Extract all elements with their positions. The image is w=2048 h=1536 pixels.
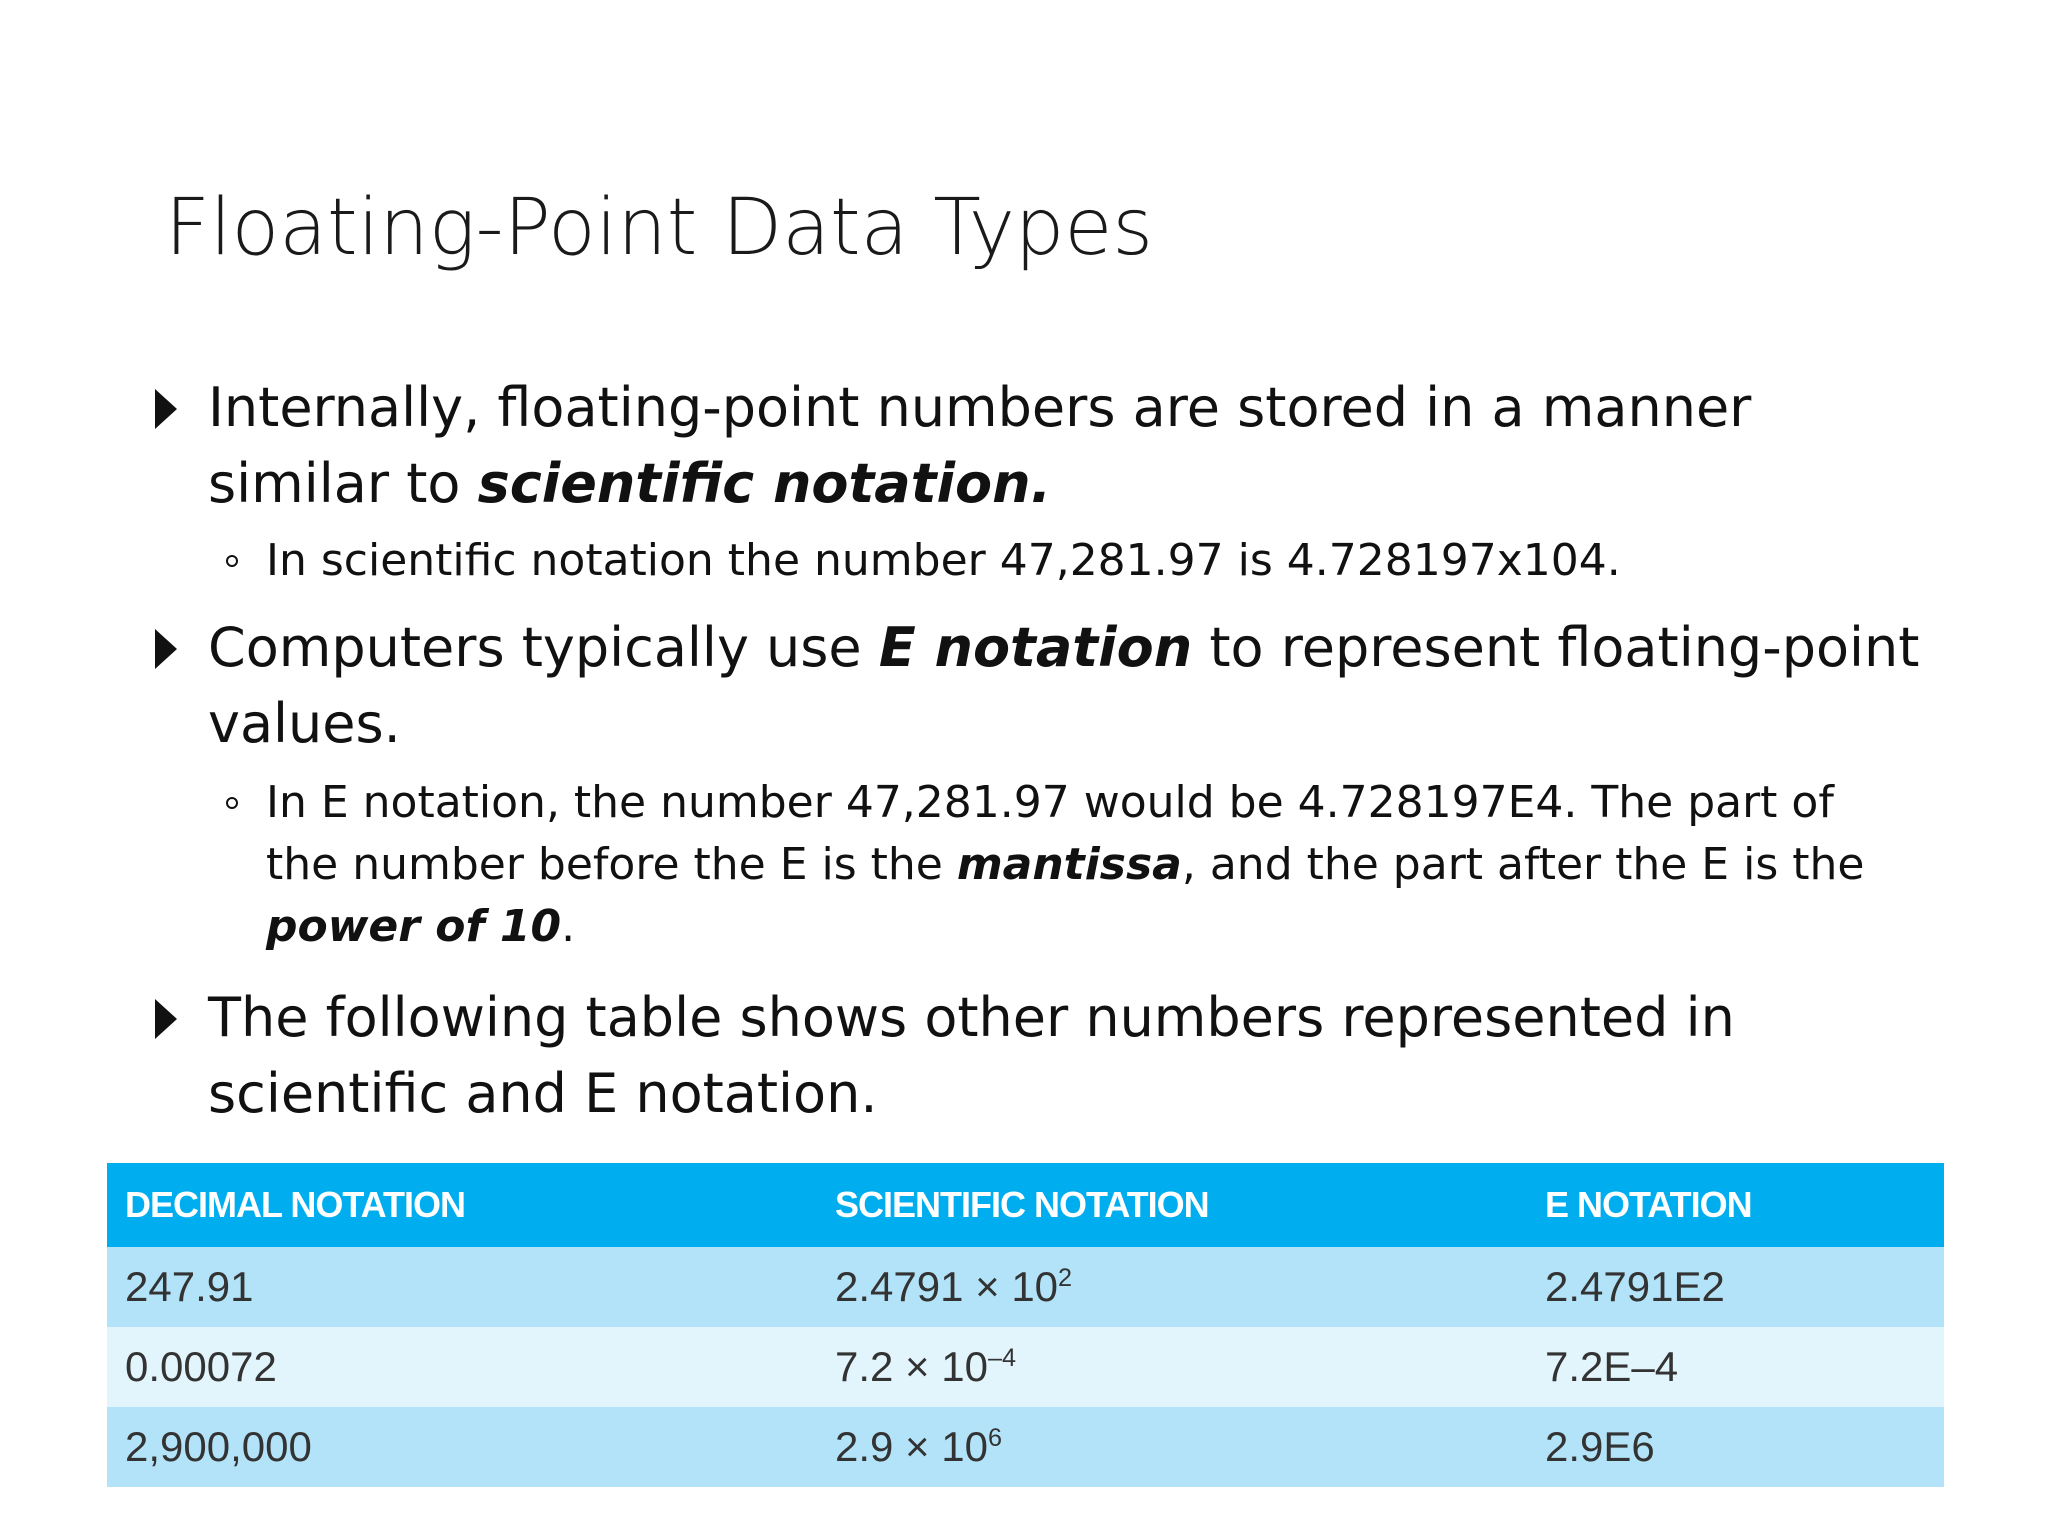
sub-bullet-circle-icon [226, 797, 238, 809]
table-row [107, 1407, 1944, 1487]
bullet-1-line-1 [208, 370, 1751, 446]
header-decimal-notation: DECIMAL NOTATION [107, 1163, 817, 1247]
sub-bullet-2-text-end: . [561, 901, 576, 952]
cell-scientific [817, 1407, 1527, 1487]
bullet-1-text: Internally, floating-point numbers are stored in a manner [208, 376, 1752, 439]
sub-bullet-2-text-pre: the number before the E is the [266, 839, 957, 890]
sci-exponent: 6 [987, 1424, 1002, 1452]
sub-bullet-2-line-2 [266, 834, 1864, 896]
emphasis-e-notation: E notation [878, 616, 1193, 679]
bullet-arrow-icon [155, 389, 177, 429]
cell-decimal: 0.00072 [107, 1327, 817, 1407]
bullet-1-line-2 [208, 446, 1051, 522]
notation-table [107, 1163, 1944, 1487]
emphasis-mantissa: mantissa [956, 839, 1182, 890]
cell-decimal: 247.91 [107, 1247, 817, 1327]
cell-e-notation: 2.9E6 [1527, 1407, 1944, 1487]
bullet-arrow-icon [155, 999, 177, 1039]
bullet-1-text-post: . [1030, 452, 1052, 515]
header-scientific-notation: SCIENTIFIC NOTATION [817, 1163, 1527, 1247]
sci-exponent: 2 [1058, 1264, 1073, 1292]
cell-scientific [817, 1327, 1527, 1407]
cell-decimal: 2,900,000 [107, 1407, 817, 1487]
bullet-2-text-pre: Computers typically use [208, 616, 879, 679]
cell-e-notation: 7.2E–4 [1527, 1327, 1944, 1407]
bullet-3-line-1: The following table shows other numbers represented in [208, 986, 1735, 1049]
emphasis-scientific-notation: scientific notation [477, 452, 1031, 515]
sci-base: 2.4791 × 10 [835, 1263, 1059, 1310]
bullet-arrow-icon [155, 629, 177, 669]
sub-bullet-2-text-post: , and the part after the E is the [1181, 839, 1865, 890]
cell-e-notation: 2.4791E2 [1527, 1247, 1944, 1327]
sub-bullet-1: In scientific notation the number 47,281.97 is 4.728197x104. [266, 535, 1621, 586]
sub-bullet-2-line-3 [266, 896, 575, 958]
header-e-notation: E NOTATION [1527, 1163, 1944, 1247]
bullet-1-text-pre: similar to [208, 452, 478, 515]
bullet-2-text-post: to represent floating-point [1192, 616, 1920, 679]
sub-bullet-circle-icon [226, 555, 238, 567]
sub-bullet-2-line-1: In E notation, the number 47,281.97 would be 4.728197E4. The part of [266, 777, 1834, 828]
sci-base: 2.9 × 10 [835, 1423, 988, 1470]
slide-title: Floating-Point Data Types [165, 183, 1153, 273]
cell-scientific [817, 1247, 1527, 1327]
sci-base: 7.2 × 10 [835, 1343, 988, 1390]
bullet-2-line-1 [208, 610, 1919, 686]
table-row [107, 1327, 1944, 1407]
bullet-3-line-2: scientific and E notation. [208, 1062, 878, 1125]
bullet-2-line-2: values. [208, 692, 401, 755]
table-row [107, 1247, 1944, 1327]
sci-exponent: –4 [987, 1344, 1016, 1372]
table-header-row [107, 1163, 1944, 1247]
emphasis-power-of-10: power of 10 [266, 901, 562, 952]
